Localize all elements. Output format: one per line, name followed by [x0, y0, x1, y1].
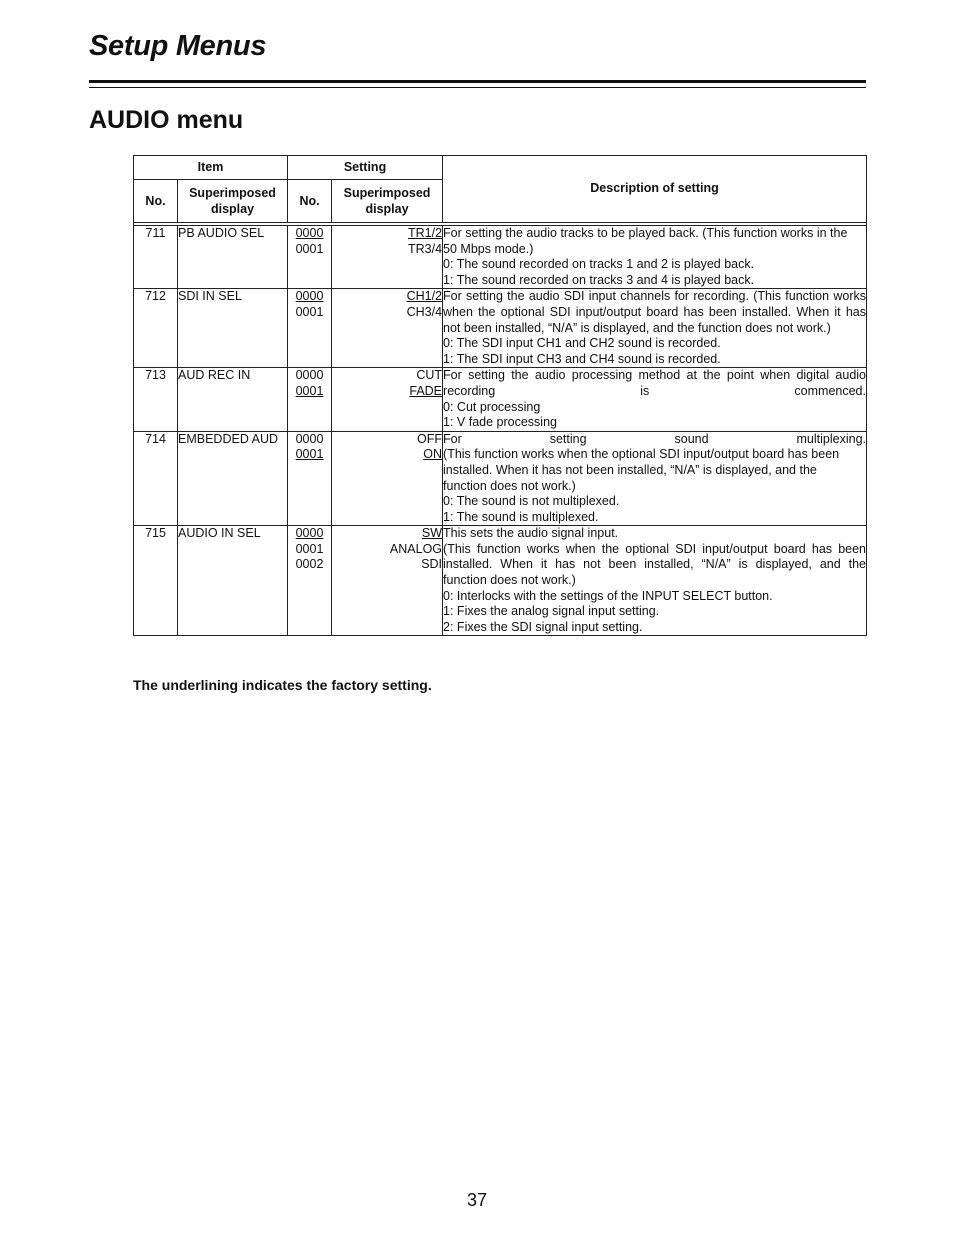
option-number: 0001 [295, 241, 324, 256]
header-item-no: No. [134, 180, 178, 223]
table-row [134, 526, 867, 636]
option-value: CH1/2 [406, 289, 443, 304]
option-number: 0000 [295, 526, 324, 541]
description-text: (This function works when the optional SDI input/output board has been [443, 541, 866, 556]
setting-values [332, 431, 443, 526]
setting-description [443, 526, 867, 636]
option-description: 0: The sound recorded on tracks 1 and 2 is played back. [443, 257, 755, 272]
header-item-display: Superimposed display [178, 180, 288, 223]
option-number: 0000 [295, 431, 324, 446]
setting-numbers [288, 526, 332, 636]
page-title: Setup Menus [89, 30, 267, 62]
option-value: TR1/2 [407, 226, 443, 240]
item-number: 714 [134, 431, 178, 526]
option-number: 0001 [295, 541, 324, 556]
description-text: not been installed, “N/A” is displayed, and the function does not work.) [443, 320, 831, 335]
setting-numbers [288, 431, 332, 526]
option-description: 1: The sound recorded on tracks 3 and 4 is played back. [443, 272, 755, 287]
table-row [134, 368, 867, 431]
item-display: AUDIO IN SEL [178, 526, 288, 636]
item-display: SDI IN SEL [178, 289, 288, 368]
option-description: 1: The sound is multiplexed. [443, 509, 599, 524]
option-value: ANALOG [389, 541, 443, 556]
description-text: when the optional SDI input/output board has been installed. When it has [443, 304, 866, 319]
description-text: For setting sound multiplexing. [443, 431, 866, 446]
description-text: This sets the audio signal input. [443, 526, 619, 541]
header-setting-display: Superimposed display [332, 180, 443, 223]
option-number: 0001 [295, 304, 324, 319]
option-description: 1: The SDI input CH3 and CH4 sound is recorded. [443, 351, 721, 366]
section-title: AUDIO menu [89, 106, 244, 134]
option-value: OFF [417, 431, 443, 446]
title-rule-thin [89, 87, 866, 88]
setting-description [443, 368, 867, 431]
setting-numbers [288, 226, 332, 289]
description-text: function does not work.) [443, 573, 576, 588]
audio-menu-table [133, 155, 867, 636]
page-number: 37 [466, 1190, 488, 1210]
setting-values [332, 526, 443, 636]
option-description: 2: Fixes the SDI signal input setting. [443, 619, 643, 634]
option-value: TR3/4 [407, 241, 443, 256]
setting-values [332, 289, 443, 368]
option-description: 0: The SDI input CH1 and CH2 sound is recorded. [443, 336, 721, 351]
option-number: 0000 [295, 368, 324, 383]
option-number: 0002 [295, 557, 324, 572]
option-description: 0: Interlocks with the settings of the INPUT SELECT button. [443, 588, 773, 603]
item-display: EMBEDDED AUD [178, 431, 288, 526]
table-body [134, 226, 867, 636]
item-number: 711 [134, 226, 178, 289]
item-number: 715 [134, 526, 178, 636]
option-value: SDI [421, 557, 443, 572]
description-text: For setting the audio tracks to be played back. (This function works in the [443, 226, 848, 240]
description-text: (This function works when the optional SDI input/output board has been [443, 447, 840, 462]
header-item: Item [134, 156, 288, 180]
description-text: For setting the audio processing method at the point when digital audio [443, 368, 866, 383]
setting-description [443, 289, 867, 368]
setting-numbers [288, 368, 332, 431]
option-description: 1: V fade processing [443, 415, 557, 430]
header-description: Description of setting [443, 156, 867, 223]
option-description: 1: Fixes the analog signal input setting. [443, 604, 660, 619]
description-text: installed. When it has not been installed, “N/A” is displayed, and the [443, 557, 866, 572]
table-row [134, 226, 867, 289]
description-text: function does not work.) [443, 478, 576, 493]
option-value: ON [423, 447, 443, 462]
description-text: 50 Mbps mode.) [443, 241, 534, 256]
description-text: installed. When it has not been installed, “N/A” is displayed, and the [443, 462, 817, 477]
item-number: 712 [134, 289, 178, 368]
description-text: recording is commenced. [443, 383, 866, 398]
option-description: 0: Cut processing [443, 399, 541, 414]
option-value: CUT [416, 368, 443, 383]
table-row [134, 431, 867, 526]
factory-setting-note: The underlining indicates the factory setting. [133, 677, 432, 693]
item-display: AUD REC IN [178, 368, 288, 431]
setting-description [443, 226, 867, 289]
title-rule-thick [89, 80, 866, 83]
header-setting-no: No. [288, 180, 332, 223]
option-value: SW [421, 526, 443, 541]
option-number: 0001 [295, 447, 324, 462]
setting-values [332, 226, 443, 289]
option-value: CH3/4 [406, 304, 443, 319]
option-description: 0: The sound is not multiplexed. [443, 494, 620, 509]
option-number: 0000 [295, 289, 324, 304]
setting-description [443, 431, 867, 526]
option-number: 0001 [295, 383, 324, 398]
header-setting: Setting [288, 156, 443, 180]
item-number: 713 [134, 368, 178, 431]
setting-values [332, 368, 443, 431]
option-value: FADE [409, 383, 443, 398]
description-text: For setting the audio SDI input channels for recording. (This function works [443, 289, 866, 304]
item-display: PB AUDIO SEL [178, 226, 288, 289]
table-row [134, 289, 867, 368]
setting-numbers [288, 289, 332, 368]
option-number: 0000 [295, 226, 324, 240]
